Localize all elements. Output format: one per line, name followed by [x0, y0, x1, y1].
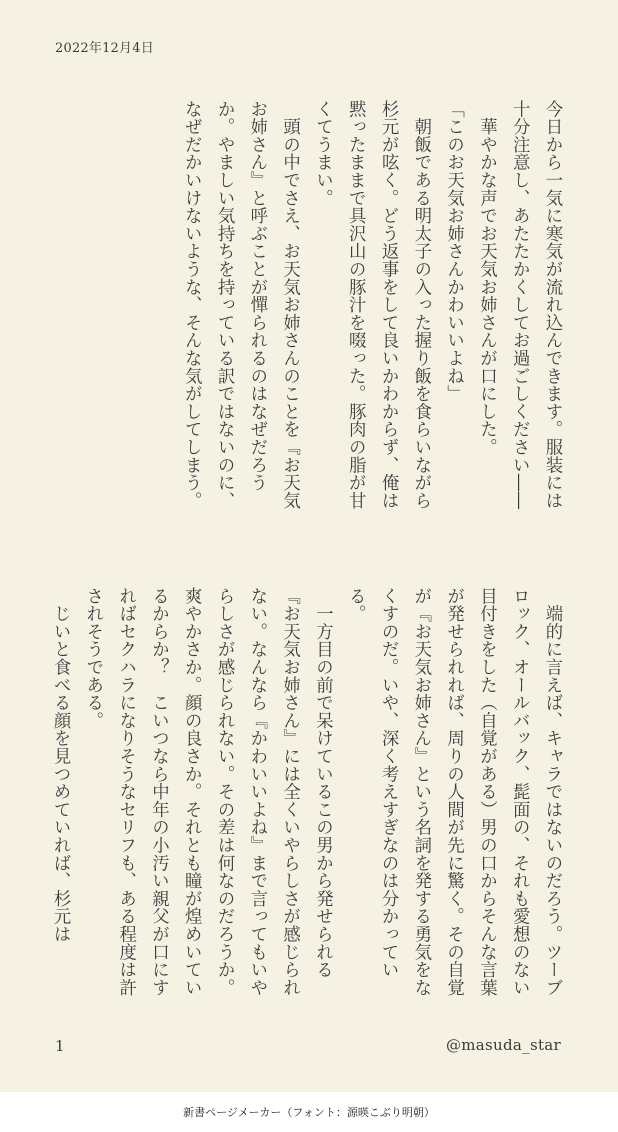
text-block-bottom [48, 587, 568, 999]
date-label: 2022年12月4日 [55, 41, 154, 56]
paragraph: 朝飯である明太子の入った握り飯を食らいながら杉元が呟く。どう返事をして良いかわからず、俺は黙ったままで具沢山の豚汁を啜った。豚肉の脂が甘くてうまい。 [312, 100, 431, 510]
paragraph: 今日から一気に寒気が流れ込んできます。服装には十分注意し、あたたかくしてお過ごしください―― [509, 100, 562, 510]
paragraph: 端的に言えば、キャラではないのだろう。ツーブロック、オールバック、髭面の、それも愛想のない目付きをした（自覚がある）男の口からそんな言葉が発せられれば、周りの人間が先に驚く。その自覚が『お天気お姉さん』という名詞を発する勇気をなくすのだ。いや、深く考えすぎなのは分かっている。 [345, 587, 562, 997]
paragraph: 華やかな声でお天気お姉さんが口にした。 [476, 100, 497, 456]
paragraph: じいと食べる顔を見つめていれば、杉元は [50, 587, 71, 943]
page-number: 1 [55, 1037, 65, 1055]
author-handle: @masuda_star [445, 1036, 561, 1054]
generator-credit: 新書ページメーカー（フォント：源暎こぶり明朝） [183, 1106, 435, 1119]
paragraph: 頭の中でさえ、お天気お姉さんのことを『お天気お姉さん』と呼ぶことが憚られるのはなぜだろうか。やましい気持ちを持っている訳ではないのに、なぜだかいけないような、そんな気がしてしまう。 [181, 100, 300, 510]
paragraph: 一方目の前で呆けているこの男から発せられる『お天気お姉さん』には全くいやらしさが感じられない。なんなら『かわいいよね』まで言ってもいやらしさが感じられない。その差は何なのだろうか。爽やかさか。顔の良さか。それとも瞳が煌めいているからか？ こいつなら中年の小汚い親父が口にすればセクハラになりそうなセリフも、ある程度は許されそうである。 [82, 587, 333, 997]
text-block-top [48, 100, 568, 520]
paragraph: 「このお天気お姉さんかわいいよね」 [443, 100, 464, 403]
